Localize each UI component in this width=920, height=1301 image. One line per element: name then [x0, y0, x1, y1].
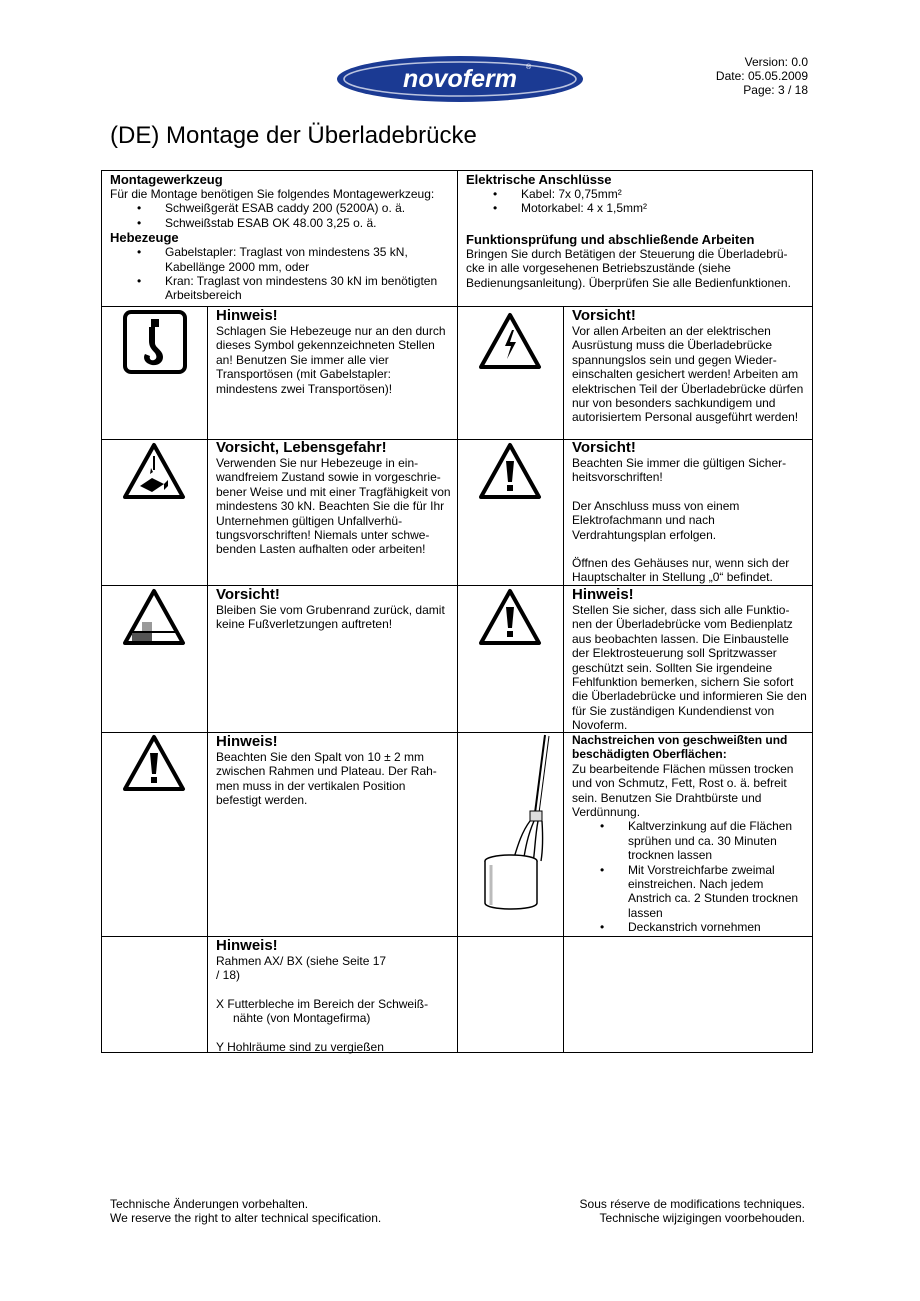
paint-brush-can-icon	[477, 733, 557, 913]
footer-text: We reserve the right to alter technical specification.	[110, 1211, 382, 1226]
tools-heading: Montagewerkzeug	[110, 172, 223, 187]
electrical-heading: Elektrische Anschlüsse	[466, 172, 612, 187]
note-frame	[216, 938, 452, 1054]
note-text: Schlagen Sie Hebezeuge nur an den durch dieses Symbol gekennzeichneten Stellen an! Benutzen Sie immer alle vier Transportösen (mit Gabelstapler: mindestens zwei Transportösen)!	[216, 324, 446, 396]
logo-mark: ®	[526, 64, 532, 71]
note-title: Vorsicht!	[572, 307, 636, 324]
electrical-item: • Motorkabel: 4 x 1,5mm²	[466, 201, 808, 215]
note-text: Vor allen Arbeiten an der elektrischen Ausrüstung muss die Überladebrücke spannungslos sein und gegen Wieder-einschalten gesichert werden! Arbeiten am elektrischen Teil der Überladebrücke dürfen nur von besonders sachkundigem und autorisiertem Personal ausgeführt werden!	[572, 324, 804, 425]
footer-text: Sous réserve de modifications techniques.	[579, 1197, 805, 1211]
electrical-item: • Kabel: 7x 0,75mm²	[466, 187, 808, 201]
note-text: Bleiben Sie vom Grubenrand zurück, damit keine Fußverletzungen auftreten!	[216, 603, 445, 632]
lifting-heading: Hebezeuge	[110, 230, 179, 246]
note-title: Hinweis!	[572, 586, 634, 603]
note-text: X Futterbleche im Bereich der Schweiß-nähte (von Montagefirma)	[216, 996, 429, 1026]
footer-text: Technische Änderungen vorbehalten.	[110, 1197, 309, 1211]
assembly-table	[101, 170, 813, 1053]
note-title: Vorsicht, Lebensgefahr!	[216, 439, 387, 456]
note-text: Der Anschluss muss von einem Elektrofachmann und nach Verdrahtungsplan erfolgen.	[572, 498, 740, 542]
note-text: Öffnen des Gehäuses nur, wenn sich der Hauptschalter in Stellung „0“ befindet.	[572, 556, 790, 585]
warning-icon	[478, 442, 542, 500]
note-title: Nachstreichen von geschweißten und beschädigten Oberflächen:	[572, 733, 788, 762]
warning-icon	[478, 588, 542, 646]
repaint-step: • Deckanstrich vornehmen	[572, 920, 808, 934]
page-title: (DE) Montage der Überladebrücke	[110, 122, 477, 149]
tools-intro: Für die Montage benötigen Sie folgendes Montagewerkzeug:	[110, 187, 435, 201]
lifting-item: • Gabelstapler: Traglast von mindestens 35 kN, Kabellänge 2000 mm, oder	[110, 245, 425, 274]
note-title: Hinweis!	[216, 733, 278, 750]
version: Version: 0.0	[744, 55, 808, 69]
electrical-cell	[466, 172, 808, 290]
note-text: Stellen Sie sicher, dass sich alle Funktio-nen der Überladebrücke vom Bedienplatz aus beobachten lassen. Die Einbaustelle der Elektrosteuerung soll Spritzwasser geschützt sein. Sollten Sie irgendeine Fehlfunktion bemerken, sichern Sie sofort die Überladebrücke und informieren Sie den für Sie zuständigen Kundendienst von Novoferm.	[572, 603, 807, 733]
logo-text: novoferm	[403, 65, 517, 93]
tools-cell	[110, 172, 452, 303]
tool-item: • Schweißgerät ESAB caddy 200 (5200A) o. ä.	[110, 201, 452, 215]
footer-left	[110, 1197, 381, 1226]
date: Date: 05.05.2009	[715, 69, 808, 83]
function-text: Bringen Sie durch Betätigen der Steuerung die Überladebrü-cke in alle vorgesehenen Betriebszustände (siehe Bedienungsanleitung). Überprüfen Sie alle Bedienfunktionen.	[466, 246, 791, 290]
novoferm-logo	[336, 55, 584, 103]
pit-edge-hazard-icon	[122, 588, 186, 646]
repaint-step: • Mit Vorstreichfarbe zweimal einstreichen. Nach jedem Anstrich ca. 2 Stunden trocknen lassen	[572, 863, 808, 921]
tool-item: • Schweißstab ESAB OK 48.00 3,25 o. ä.	[110, 216, 452, 230]
note-text: Y Hohlräume sind zu vergießen	[216, 1039, 384, 1054]
note-pit-edge	[216, 587, 452, 632]
note-text: Verwenden Sie nur Hebezeuge in ein-wandfreiem Zustand sowie in vorgeschrie-bener Weise und mit einer Tragfähigkeit von mindestens 30 kN. Beachten Sie die für Ihr Unternehmen gültigen Unfallverhü-tungsvorschriften! Niemals unter schwe-benden Lasten aufhalten oder arbeiten!	[216, 456, 451, 557]
note-lifting-points	[216, 308, 452, 396]
note-text: Zu bearbeitende Flächen müssen trocken und von Schmutz, Fett, Rost o. ä. befreit sein. Benutzen Sie Drahtbürste und Verdünnung.	[572, 761, 794, 820]
note-title: Hinweis!	[216, 307, 278, 324]
footer-right	[580, 1197, 805, 1226]
lifting-item: • Kran: Traglast von mindestens 30 kN im benötigten Arbeitsbereich	[110, 274, 455, 303]
note-text: Rahmen AX/ BX (siehe Seite 17 / 18)	[216, 954, 387, 983]
document-meta	[716, 55, 808, 97]
note-observation	[572, 587, 808, 733]
note-title: Vorsicht!	[216, 586, 280, 603]
note-repainting	[572, 733, 808, 935]
note-electrical-caution	[572, 308, 808, 425]
note-title: Vorsicht!	[572, 439, 636, 456]
note-safety-rules	[572, 440, 808, 585]
note-gap	[216, 734, 452, 808]
suspended-load-icon	[122, 442, 186, 500]
note-text: Beachten Sie den Spalt von 10 ± 2 mm zwischen Rahmen und Plateau. Der Rah-men muss in der vertikalen Position befestigt werden.	[216, 750, 437, 808]
electrical-hazard-icon	[478, 312, 542, 370]
function-heading: Funktionsprüfung und abschließende Arbeiten	[466, 231, 755, 247]
warning-icon	[122, 734, 186, 792]
footer-text: Technische wijzigingen voorbehouden.	[599, 1211, 805, 1226]
note-title: Hinweis!	[216, 937, 278, 954]
page-number: Page: 3 / 18	[743, 83, 808, 97]
crane-hook-icon	[123, 310, 187, 374]
note-life-danger	[216, 440, 452, 557]
repaint-step: • Kaltverzinkung auf die Flächen sprühen und ca. 30 Minuten trocknen lassen	[572, 819, 808, 862]
note-text: Beachten Sie immer die gültigen Sicher-heitsvorschriften!	[572, 456, 787, 485]
